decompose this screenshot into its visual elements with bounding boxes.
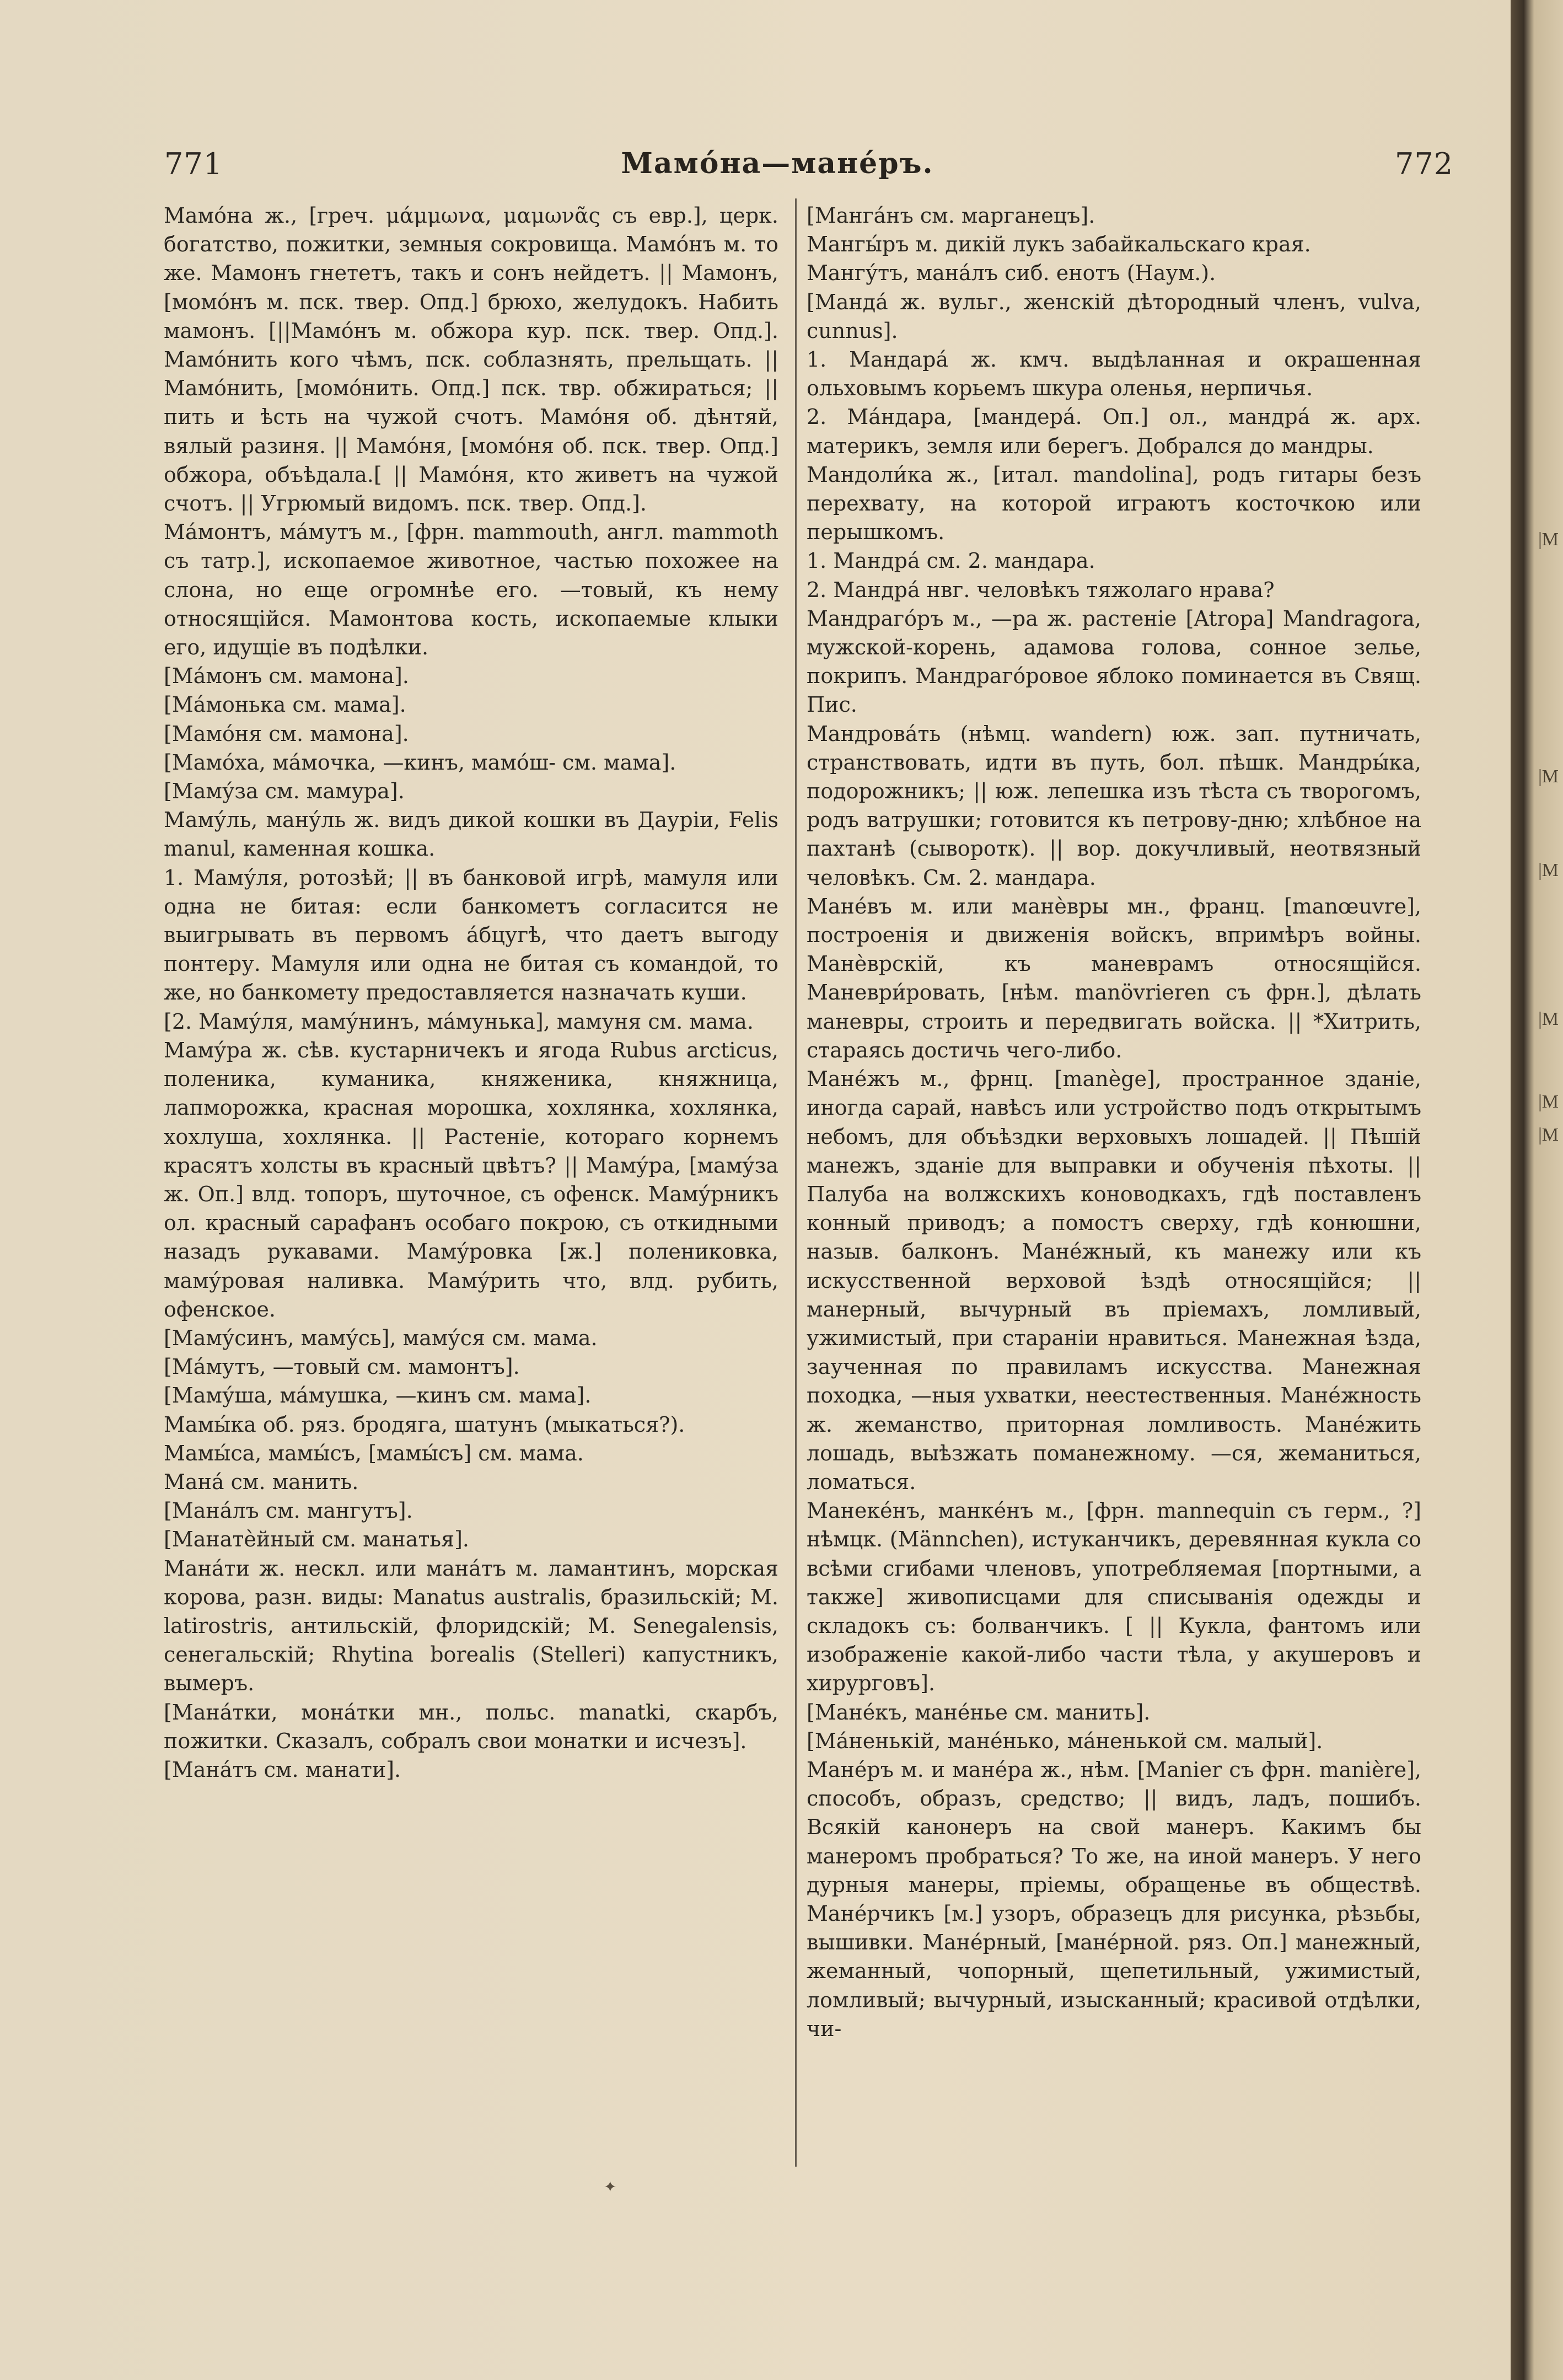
entry: [Ма́монька см. мама].: [164, 692, 406, 717]
entry: Мангу́тъ, мана́лъ сиб. енотъ (Наум.).: [807, 261, 1216, 286]
entry: Мана́ти ж. нескл. или мана́тъ м. ламантинъ, морская корова, разн. виды: Manatus australis, бразильскій; M. latirostris, антильскій, флоридскій; M. Senegalensis, сенегальскій; Rhytina borealis (Stelleri) капустникъ, вымеръ.: [164, 1556, 778, 1696]
left-column: [164, 201, 778, 1784]
entry: [Ма́мутъ, —товый см. мамонтъ].: [164, 1355, 520, 1379]
entry: Мамы́ка об. ряз. бродяга, шатунъ (мыкаться?).: [164, 1412, 685, 1437]
edge-mark: |М: [1538, 1009, 1559, 1029]
ink-spot: ✦: [604, 2178, 617, 2196]
entry: 2. Мандра́ нвг. человѣкъ тяжолаго нрава?: [807, 577, 1275, 602]
entry: [Маму́ша, ма́мушка, —кинъ см. мама].: [164, 1383, 592, 1408]
entry: Манеке́нъ, манке́нъ м., [фрн. mannequin съ герм., ?] нѣмцк. (Männchen), истуканчикъ, деревянная кукла со всѣми сгибами членовъ, употребляемая [портными, а также] живописцами для списыванія одежды и складокъ съ: болванчикъ. [ || Кукла, фантомъ или изображеніе какой-либо части тѣла, у акушеровъ и хирурговъ].: [807, 1498, 1421, 1696]
edge-mark: |М: [1538, 766, 1559, 787]
entry: [Ма́монъ см. мамона].: [164, 664, 409, 689]
entry: [Маму́синъ, маму́сь], маму́ся см. мама.: [164, 1325, 598, 1350]
page-header: [0, 144, 1511, 189]
entry: Мандоли́ка ж., [итал. mandolina], родъ гитары безъ перехвату, на которой играютъ косточкою или перышкомъ.: [807, 462, 1421, 545]
entry: 1. Маму́ля, ротозѣй; || въ банковой игрѣ, мамуля или одна не битая: если банкометъ согласится не выигрывать въ первомъ а́бцугѣ, что даетъ выгоду понтеру. Мамуля или одна не битая съ командой, то же, но банкомету предоставляется назначать куши.: [164, 865, 778, 1005]
edge-mark: |М: [1538, 1092, 1559, 1112]
entry: [Мана́лъ см. мангутъ].: [164, 1498, 413, 1523]
entry: 1. Мандара́ ж. кмч. выдѣланная и окрашенная ольховымъ корьемъ шкура оленья, нерпичья.: [807, 347, 1421, 401]
entry: [Ма́ненькій, мане́нько, ма́ненькой см. малый].: [807, 1728, 1323, 1753]
entry: [2. Маму́ля, маму́нинъ, ма́мунька], мамуня см. мама.: [164, 1009, 754, 1034]
entry: [Мана́тки, мона́тки мн., польс. manatki, скарбъ, пожитки. Сказалъ, собралъ свои монатки и исчезъ].: [164, 1700, 778, 1753]
entry: [Манга́нъ см. марганецъ].: [807, 203, 1095, 228]
entry: Мамы́са, мамы́съ, [мамы́съ] см. мама.: [164, 1441, 584, 1465]
entry: Мангы́ръ м. дикій лукъ забайкальскаго края.: [807, 232, 1311, 257]
entry: Мандраго́ръ м., —ра ж. растеніе [Atropa] Mandragora, мужской-корень, адамова голова, сонное зелье, покрипъ. Мандраго́ровое яблоко поминается въ Свящ. Пис.: [807, 606, 1421, 717]
entry: Маму́ль, ману́ль ж. видъ дикой кошки въ Дауріи, Felis manul, каменная кошка.: [164, 808, 778, 861]
right-column: [807, 201, 1421, 2043]
edge-mark: |М: [1538, 860, 1559, 880]
entry: [Мана́тъ см. манати].: [164, 1757, 401, 1782]
entry: Маму́ра ж. сѣв. кустарничекъ и ягода Rubus arcticus, поленика, куманика, княженика, княжница, лапморожка, красная морошка, хохлянка, хохлянка, хохлуша, хохлянка. || Растеніе, котораго корнемъ красятъ холсты въ красный цвѣтъ? || Маму́ра, [маму́за ж. Оп.] влд. топоръ, шуточное, съ офенск. Маму́рникъ ол. красный сарафанъ особаго покрою, съ откидными назадъ рукавами. Маму́ровка [ж.] полениковка, маму́ровая наливка. Маму́рить что, влд. рубить, офенское.: [164, 1038, 778, 1321]
entry: [Мамо́ня см. мамона].: [164, 721, 409, 746]
page-number-right: 772: [1395, 147, 1454, 181]
entry: [Маму́за см. мамура].: [164, 779, 405, 804]
running-title: Мамо́на—мане́ръ.: [621, 147, 934, 180]
column-divider: [795, 198, 797, 2167]
entry: Мане́ръ м. и мане́ра ж., нѣм. [Manier съ фрн. manière], способъ, образъ, средство; || видъ, ладъ, пошибъ. Всякій канонеръ на свой манеръ. Какимъ бы манеромъ пробраться? То же, на иной манеръ. У него дурныя манеры, пріемы, обращенье въ обществѣ. Мане́рчикъ [м.] узоръ, образецъ для рисунка, рѣзьбы, вышивки. Мане́рный, [мане́рной. ряз. Оп.] манежный, жеманный, чопорный, щепетильный, ужимистый, ломливый; вычурный, изысканный; красивой отдѣлки, чи-: [807, 1757, 1421, 2041]
entry: Мана́ см. манить.: [164, 1469, 359, 1494]
entry: [Манда́ ж. вульг., женскій дѣтородный членъ, vulva, cunnus].: [807, 289, 1421, 343]
entry: Мамо́на ж., [греч. μάμμωνα, μαμωνᾶς съ евр.], церк. богатство, пожитки, земныя сокровища. Мамо́нъ м. то же. Мамонъ гнететъ, такъ и сонъ нейдетъ. || Мамонъ, [момо́нъ м. пск. твер. Опд.] брюхо, желудокъ. Набить мамонъ. [||Мамо́нъ м. обжора кур. пск. твер. Опд.]. Мамо́нить кого чѣмъ, пск. соблазнять, прельщать. ||Мамо́нить, [момо́нить. Опд.] пск. твр. обжираться; || пить и ѣсть на чужой счотъ. Мамо́ня об. дѣнтяй, вялый разиня. || Мамо́ня, [момо́ня об. пск. твер. Опд.] обжора, объѣдала.[ || Мамо́ня, кто живетъ на чужой счотъ. || Угрюмый видомъ. пск. твер. Опд.].: [164, 203, 778, 516]
entry: [Мане́къ, мане́нье см. манить].: [807, 1700, 1151, 1724]
entry: [Манатѐйный см. манатья].: [164, 1527, 469, 1552]
entry: Мане́въ м. или манѐвры мн., франц. [manœuvre], построенія и движенія войскъ, впримѣръ войны. Манѐврскій, къ маневрамъ относящійся. Маневри́ровать, [нѣм. manövrieren съ фрн.], дѣлать маневры, строить и передвигать войска. || *Хитрить, стараясь достичь чего-либо.: [807, 894, 1421, 1062]
entry: Мане́жъ м., фрнц. [manège], пространное зданіе, иногда сарай, навѣсъ или устройство подъ открытымъ небомъ, для объѣздки верховыхъ лошадей. || Пѣшій манежъ, зданіе для выправки и обученія пѣхоты. || Палуба на волжскихъ коноводкахъ, гдѣ поставленъ конный приводъ; а помостъ сверху, гдѣ конюшни, назыв. балконъ. Мане́жный, къ манежу или къ искусственной верховой ѣздѣ относящійся; || манерный, вычурный въ пріемахъ, ломливый, ужимистый, при стараніи нравиться. Манежная ѣзда, заученная по правиламъ искусства. Манежная походка, —ныя ухватки, неестественныя. Мане́жность ж. жеманство, приторная ломливость. Мане́жить лошадь, выѣзжать поманежному. —ся, жеманиться, ломаться.: [807, 1067, 1421, 1494]
entry: [Мамо́ха, ма́мочка, —кинъ, мамо́ш- см. мама].: [164, 750, 676, 775]
entry: 1. Мандра́ см. 2. мандара.: [807, 549, 1095, 573]
page-number-left: 771: [164, 147, 223, 181]
entry: Ма́монтъ, ма́мутъ м., [фрн. mammouth, англ. mammoth съ татр.], ископаемое животное, частью похожее на слона, но еще огромнѣе его. —товый, къ нему относящійся. Мамонтова кость, ископаемые клыки его, идущіе въ подѣлки.: [164, 520, 778, 660]
entry: Мандрова́ть (нѣмц. wandern) юж. зап. путничать, странствовать, идти въ путь, бол. пѣшк. Мандры́ка, подорожникъ; || юж. лепешка изъ тѣста съ творогомъ, родъ ватрушки; готовится къ петрову-дню; хлѣбное на пахтанѣ (сыворотк). || вор. докучливый, неотвязный человѣкъ. См. 2. мандара.: [807, 721, 1421, 890]
edge-mark: |М: [1538, 1125, 1559, 1145]
edge-mark: |М: [1538, 529, 1559, 550]
next-page-edge: [1511, 0, 1563, 2380]
entry: 2. Ма́ндара, [мандера́. Оп.] ол., мандра́ ж. арх. материкъ, земля или берегъ. Добрался до мандры.: [807, 405, 1421, 458]
